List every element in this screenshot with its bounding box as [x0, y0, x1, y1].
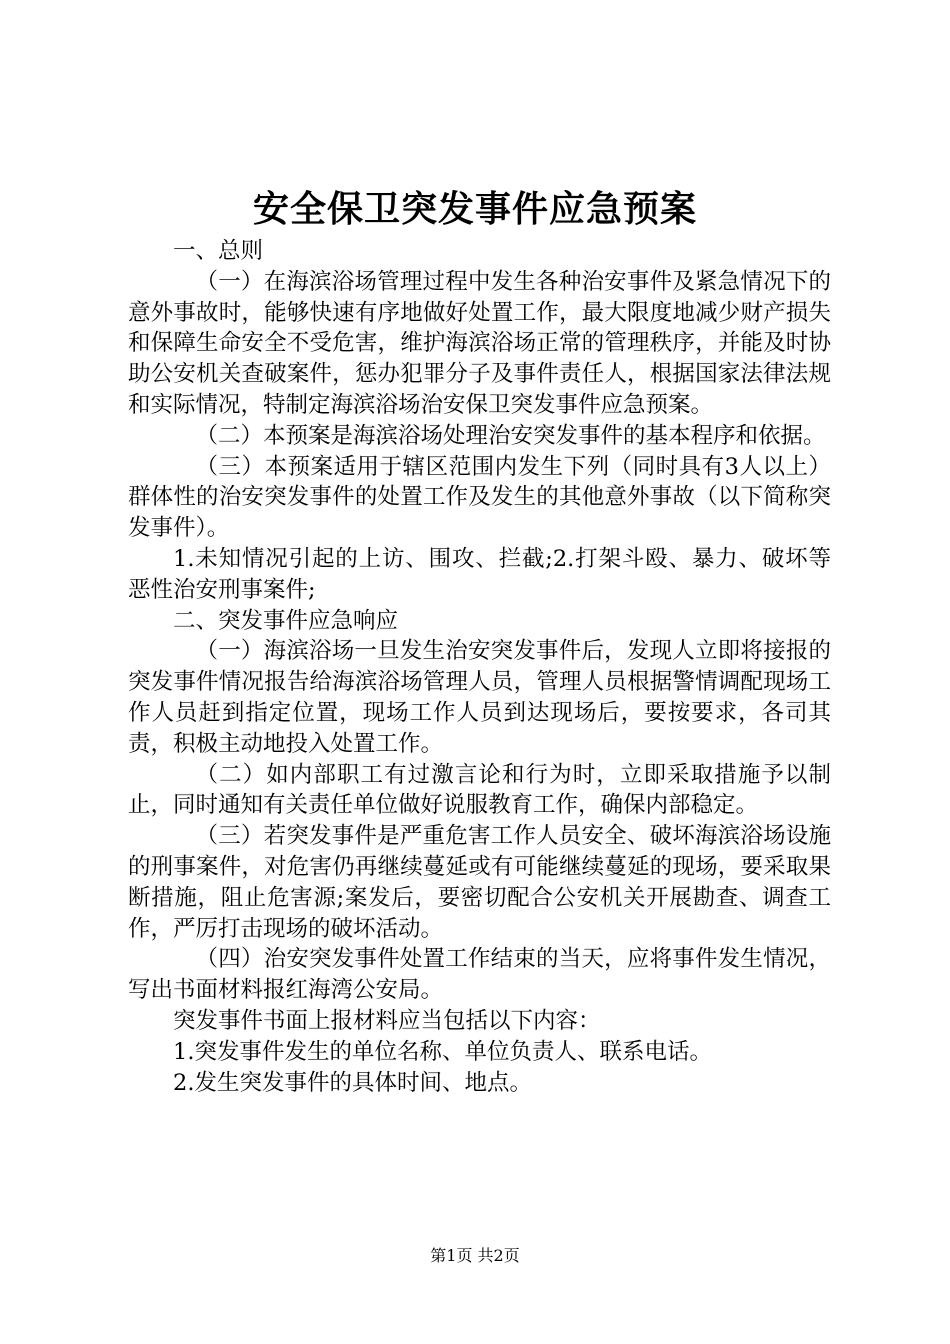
- paragraph-general-2: （二）本预案是海滨浴场处理治安突发事件的基本程序和依据。: [195, 422, 826, 449]
- paragraph-response-4: （四）治安突发事件处置工作结束的当天，应将事件发生情况，写出书面材料报红海湾公安局。: [128, 946, 831, 1004]
- paragraph-response-1: （一）海滨浴场一旦发生治安突发事件后，发现人立即将接报的突发事件情况报告给海滨浴场管理人员，管理人员根据警情调配现场工作人员赶到指定位置，现场工作人员到达现场后，要按要求，各司其责，积极主动地投入处置工作。: [128, 638, 831, 757]
- paragraph-general-1: （一）在海滨浴场管理过程中发生各种治安事件及紧急情况下的意外事故时，能够快速有序地做好处置工作，最大限度地减少财产损失和保障生命安全不受危害，维护海滨浴场正常的管理秩序，并能及时协助公安机关查破案件，惩办犯罪分子及事件责任人，根据国家法律法规和实际情况，特制定海滨浴场治安保卫突发事件应急预案。: [128, 268, 831, 418]
- paragraph-response-2: （二）如内部职工有过激言论和行为时，立即采取措施予以制止，同时通知有关责任单位做好说服教育工作，确保内部稳定。: [128, 761, 831, 819]
- paragraph-general-3: （三）本预案适用于辖区范围内发生下列（同时具有3人以上）群体性的治安突发事件的处置工作及发生的其他意外事故（以下简称突发事件）。: [128, 453, 831, 542]
- paragraph-response-3: （三）若突发事件是严重危害工作人员安全、破坏海滨浴场设施的刑事案件，对危害仍再继续蔓延或有可能继续蔓延的现场，要采取果断措施，阻止危害源;案发后，要密切配合公安机关开展勘查、调查工作，严厉打击现场的破坏活动。: [128, 823, 831, 942]
- page-footer: 第1页 共2页: [430, 1246, 520, 1265]
- document-title: 安全保卫突发事件应急预案: [252, 188, 697, 230]
- paragraph-general-list: 1.未知情况引起的上访、围攻、拦截;2.打架斗殴、暴力、破坏等恶性治安刑事案件;: [128, 545, 831, 603]
- paragraph-report-item-2: 2.发生突发事件的具体时间、地点。: [173, 1069, 532, 1096]
- document-body: [128, 236, 831, 1098]
- paragraph-report-intro: 突发事件书面上报材料应当包括以下内容：: [173, 1007, 601, 1034]
- section-heading-response: 二、突发事件应急响应: [173, 607, 399, 634]
- paragraph-report-item-1: 1.突发事件发生的单位名称、单位负责人、联系电话。: [173, 1038, 712, 1065]
- section-heading-general: 一、总则: [173, 238, 264, 264]
